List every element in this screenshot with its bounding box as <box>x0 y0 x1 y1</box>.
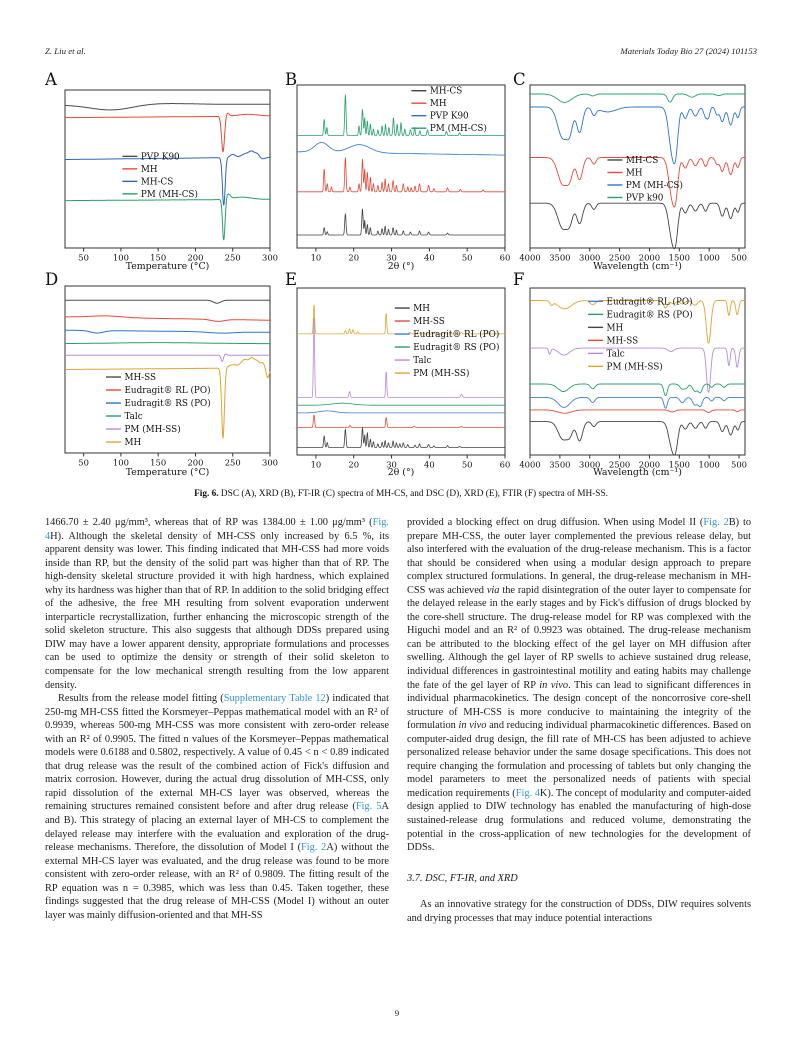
x-tick-label: 200 <box>187 457 204 468</box>
panel-e-plot <box>285 276 510 478</box>
running-author: Z. Liu et al. <box>45 46 86 56</box>
text-run: . This can lead to significant differences in individual pharmacokinetics. The design concept of the noncorrosive core-shell structure of MH-CSS is more conducive to maintaining the integrity of the formulation <box>407 679 751 732</box>
running-header <box>45 46 757 56</box>
x-tick-label: 1000 <box>698 459 720 470</box>
curve-eudragit-rl-po <box>530 397 745 408</box>
text-run: provided a blocking effect on drug diffusion. When using Model II ( <box>407 517 704 528</box>
figure-caption <box>45 489 757 499</box>
x-tick-label: 20 <box>348 252 360 263</box>
panel-letter: F <box>513 270 525 289</box>
legend-label-mh-cs: MH-CS <box>429 86 463 97</box>
curve-mh-cs <box>530 203 745 249</box>
figure-6 <box>45 70 757 478</box>
legend-label-eudragit-rs-po: Eudragit® RS (PO) <box>606 310 693 321</box>
figure-caption-label: Fig. 6. <box>194 489 219 499</box>
italic-run: via <box>486 584 500 596</box>
reference-link[interactable]: Fig. 5 <box>355 801 382 813</box>
curve-mh-ss <box>297 415 505 427</box>
x-tick-label: 50 <box>78 252 89 263</box>
legend-label-pvp-k90: PVP K90 <box>140 152 180 163</box>
panel-letter: C <box>513 70 526 89</box>
legend-label-mh: MH <box>413 303 430 314</box>
text-run: and reducing individual pharmacokinetic differences. Based on computer-aided drug design, the fill rate of MH-CS has been adjusted to achieve personalized release behavior under the same dosage specifications. This does not require changing the formulation and processing of tablets but only changing the model parameters to meet the personalized needs of patients with special medication requirements ( <box>407 720 751 799</box>
panel-f <box>513 270 755 478</box>
x-tick-label: 3000 <box>579 459 601 470</box>
curve-pm-mh-cs <box>65 194 270 240</box>
x-tick-label: 40 <box>424 459 435 470</box>
x-axis-label: 2θ (°) <box>387 467 415 478</box>
panel-letter: D <box>45 270 59 289</box>
x-tick-label: 500 <box>731 252 748 263</box>
legend-label-eudragit-rl-po: Eudragit® RL (PO) <box>606 297 693 308</box>
legend-label-eudragit-rl-po: Eudragit® RL (PO) <box>124 385 211 396</box>
x-axis-label: Wavelength (cm⁻¹) <box>593 261 682 272</box>
x-tick-label: 4000 <box>519 252 541 263</box>
panel-letter: A <box>45 70 57 89</box>
text-run: 1466.70 ± 2.40 μg/mm³, whereas that of RP was 1384.00 ± 1.00 μg/mm³ ( <box>45 517 373 528</box>
x-tick-label: 20 <box>348 459 360 470</box>
plot-frame <box>65 90 270 248</box>
x-tick-label: 3500 <box>549 459 571 470</box>
reference-link[interactable]: Fig. 2 <box>703 517 729 528</box>
curve-eudragit-rs-po <box>65 330 270 333</box>
figure-caption-text: DSC (A), XRD (B), FT-IR (C) spectra of MH-CS, and DSC (D), XRD (E), FTIR (F) spectra of MH-SS. <box>218 489 608 499</box>
text-run: K). The concept of modularity and computer-aided design applied to DIW technology has enabled the manufacturing of high-dose sustained-release drug formulations and reduced volume, demonstrating the potential in the cross-application of new technologies for the development of DDSs. <box>407 787 751 854</box>
x-tick-label: 60 <box>499 459 511 470</box>
text-run: B) to prepare MH-CSS, the outer layer complemented the previous release delay, but also interfered with the evaluation of the drug-release mechanism. This is a factor that should be considered when using a modular design approach to prepare complex structured formulations. In general, the drug-release mechanism in MH-CSS was achieved <box>407 517 751 596</box>
curve-pvp-k90 <box>65 104 270 110</box>
x-axis-label: 2θ (°) <box>387 261 415 272</box>
paragraph <box>45 692 389 922</box>
x-tick-label: 2000 <box>638 252 661 263</box>
x-tick-label: 300 <box>262 457 278 468</box>
panel-d <box>45 270 278 478</box>
legend-label-mh: MH <box>124 437 142 448</box>
italic-run: in vivo <box>458 720 487 732</box>
panel-c <box>513 70 755 272</box>
x-axis-label: Temperature (°C) <box>125 467 210 478</box>
curve-pvp-k90 <box>530 94 745 102</box>
text-run: ) indicated that 250-mg MH-CSS fitted the Korsmeyer–Peppas mathematical model with an R² of 0.9939, whereas 500-mg MH-CSS was more consistent with zero-order release with an R² of 0.9905. The fitted n values of the Korsmeyer–Peppas mathematical models were 0.6188 and 0.5802, respectively. A value of 0.45 < n < 0.89 indicated that drug release was the result of the combined action of Fick's diffusion and matrix corrosion. However, during the actual drug dissolution of MH-CSS, only rapid dissolution of the external MH-CS layer was observed, whereas the remaining structures remained consistent before and after drug release ( <box>45 693 390 813</box>
x-tick-label: 2500 <box>608 252 631 263</box>
reference-link[interactable]: Fig. 4 <box>515 787 540 799</box>
x-tick-label: 2000 <box>638 459 661 470</box>
curve-mh-ss <box>530 410 745 413</box>
x-tick-label: 100 <box>112 252 129 263</box>
legend-label-mh: MH <box>606 323 624 334</box>
legend-label-talc: Talc <box>124 411 143 422</box>
plot-frame <box>297 85 505 248</box>
page-number: 9 <box>394 1008 400 1018</box>
panel-e <box>285 270 511 478</box>
legend-label-mh-cs: MH-CS <box>140 177 174 188</box>
x-tick-label: 150 <box>150 457 167 468</box>
curve-eudragit-rl-po <box>297 411 505 413</box>
x-tick-label: 40 <box>424 252 435 263</box>
x-tick-label: 10 <box>310 252 322 263</box>
paragraph <box>407 516 751 855</box>
legend-label-talc: Talc <box>606 349 625 360</box>
panel-b-plot <box>285 76 510 272</box>
body-right-column <box>407 516 751 925</box>
x-tick-label: 60 <box>499 252 511 263</box>
legend-label-pm-mh-cs: PM (MH-CS) <box>429 124 487 135</box>
curve-mh <box>530 422 745 456</box>
legend-label-pm-mh-ss: PM (MH-SS) <box>124 424 181 435</box>
text-run: A) without the external MH-CS layer was evaluated, and the drug release was found to be more consistent with zero-order release, with an R² of 0.9809. The fitting result of the RP equation was n = 0.3985, which was less than 0.45. Taken together, these findings suggested that the drug release of MH-CSS (Model I) without an outer layer was mainly diffusion-oriented and that MH-SS <box>45 842 389 921</box>
legend-label-mh-ss: MH-SS <box>606 336 639 347</box>
paragraph <box>45 516 389 692</box>
italic-run: in vivo <box>539 679 569 691</box>
legend-label-mh-ss: MH-SS <box>124 372 157 383</box>
x-tick-label: 1500 <box>668 459 690 470</box>
curve-pvp-k90 <box>297 142 505 155</box>
x-axis-label: Wavelength (cm⁻¹) <box>593 467 682 478</box>
legend-label-pvp-k90: PVP k90 <box>625 193 664 204</box>
text-run: H). Although the skeletal density of MH-CSS only increased by 6.5 %, its apparent density was lower. This finding indicated that MH-CSS had more voids inside than RP, but the density of the solid part was higher than that of RP. The high-density skeletal structure provided it with high hardness, which explained why its hardness was higher than that of RP. In addition to the solid bridging effect of the adhesive, the free MH resulting from solvent evaporation underwent interparticle recrystallization, further enhancing the microscopic strength of the solid skeleton structure. This also suggests that although DDSs prepared using DIW may have a lower apparent density, appropriate formulations and processes can be used to optimize the density or strength of their solid skeleton to compensate for the low mechanical strength resulting from the low apparent density. <box>45 530 389 691</box>
legend-label-eudragit-rs-po: Eudragit® RS (PO) <box>413 342 500 353</box>
text-run: the rapid disintegration of the outer layer to compensate for the delayed release in the early stages and by Fick's diffusion of drugs blocked by the core-shell structure. The drug-release model for RP was complexed with the Higuchi model and an R² of 0.9923 was obtained. The drug-release mechanism can be attributed to the blocking effect of the gel layer on MH diffusion after swelling. Although the gel layer of RP swells to achieve sustained drug release, individual differences in gastrointestinal motility and eating habits may challenge the fate of the gel layer of RP <box>407 584 751 691</box>
legend-label-pm-mh-ss: PM (MH-SS) <box>606 362 663 373</box>
x-tick-label: 10 <box>310 459 322 470</box>
legend-label-mh: MH <box>140 164 158 175</box>
reference-link[interactable]: Supplementary Table 12 <box>223 693 326 705</box>
x-tick-label: 250 <box>224 252 241 263</box>
plot-frame <box>530 85 745 248</box>
x-tick-label: 200 <box>187 252 204 263</box>
legend-label-pm-mh-cs: PM (MH-CS) <box>625 180 683 191</box>
reference-link[interactable]: Fig. 4 <box>45 517 389 542</box>
panel-a <box>45 70 278 272</box>
running-journal: Materials Today Bio 27 (2024) 101153 <box>620 46 757 56</box>
legend-label-mh-ss: MH-SS <box>413 316 445 327</box>
curve-mh <box>297 428 505 448</box>
x-tick-label: 500 <box>731 459 748 470</box>
plot-frame <box>297 288 505 455</box>
panel-b <box>285 70 511 272</box>
x-tick-label: 300 <box>262 252 278 263</box>
legend-label-mh-cs: MH-CS <box>625 155 659 166</box>
x-tick-label: 1500 <box>668 252 690 263</box>
x-tick-label: 3500 <box>549 252 571 263</box>
text-run: As an innovative strategy for the construction of DDSs, DIW requires solvents and drying processes that may induce potential interactions <box>407 899 751 924</box>
panel-c-plot <box>513 76 755 272</box>
x-tick-label: 1000 <box>698 252 720 263</box>
body-left-column <box>45 516 389 922</box>
x-tick-label: 30 <box>386 459 397 470</box>
x-axis-label: Temperature (°C) <box>125 261 210 272</box>
text-run: A and B). This strategy of placing an external layer of MH-CS to complement the delayed release may interfere with the evaluation and exploration of the drug-release mechanisms. Therefore, the dissolution of Model I ( <box>45 801 389 854</box>
curve-talc <box>65 343 270 344</box>
legend-label-pvp-k90: PVP K90 <box>429 111 469 122</box>
x-tick-label: 50 <box>461 459 473 470</box>
x-tick-label: 250 <box>224 457 241 468</box>
x-tick-label: 30 <box>386 252 397 263</box>
x-tick-label: 50 <box>461 252 473 263</box>
curve-eudragit-rs-po <box>297 403 505 405</box>
x-tick-label: 4000 <box>519 459 541 470</box>
curve-mh-cs <box>297 209 505 235</box>
panel-a-plot <box>45 76 277 272</box>
legend-label-eudragit-rl-po: Eudragit® RL (PO) <box>413 329 500 340</box>
legend-label-pm-mh-ss: PM (MH-SS) <box>413 368 470 379</box>
curve-eudragit-rl-po <box>65 316 270 322</box>
panel-d-plot <box>45 276 277 478</box>
text-run: Results from the release model fitting ( <box>58 693 224 705</box>
curve-pm-mh-ss <box>65 354 270 361</box>
x-tick-label: 50 <box>78 457 89 468</box>
x-tick-label: 3000 <box>579 252 601 263</box>
paragraph <box>407 898 751 925</box>
legend-label-pm-mh-cs: PM (MH-CS) <box>140 189 198 200</box>
panel-letter: E <box>285 270 298 289</box>
reference-link[interactable]: Fig. 2 <box>301 842 327 854</box>
x-tick-label: 150 <box>150 252 167 263</box>
legend-label-mh: MH <box>625 168 643 179</box>
curve-mh-ss <box>65 300 270 303</box>
x-tick-label: 100 <box>112 457 129 468</box>
legend-label-mh: MH <box>429 99 447 110</box>
x-tick-label: 2500 <box>608 459 631 470</box>
section-heading: 3.7. DSC, FT-IR, and XRD <box>407 872 518 884</box>
legend-label-eudragit-rs-po: Eudragit® RS (PO) <box>124 398 211 409</box>
curve-eudragit-rs-po <box>530 384 745 396</box>
panel-letter: B <box>285 70 298 89</box>
curve-mh <box>65 113 270 152</box>
curve-mh <box>297 158 505 192</box>
legend-label-talc: Talc <box>413 355 432 366</box>
panel-f-plot <box>513 276 755 478</box>
